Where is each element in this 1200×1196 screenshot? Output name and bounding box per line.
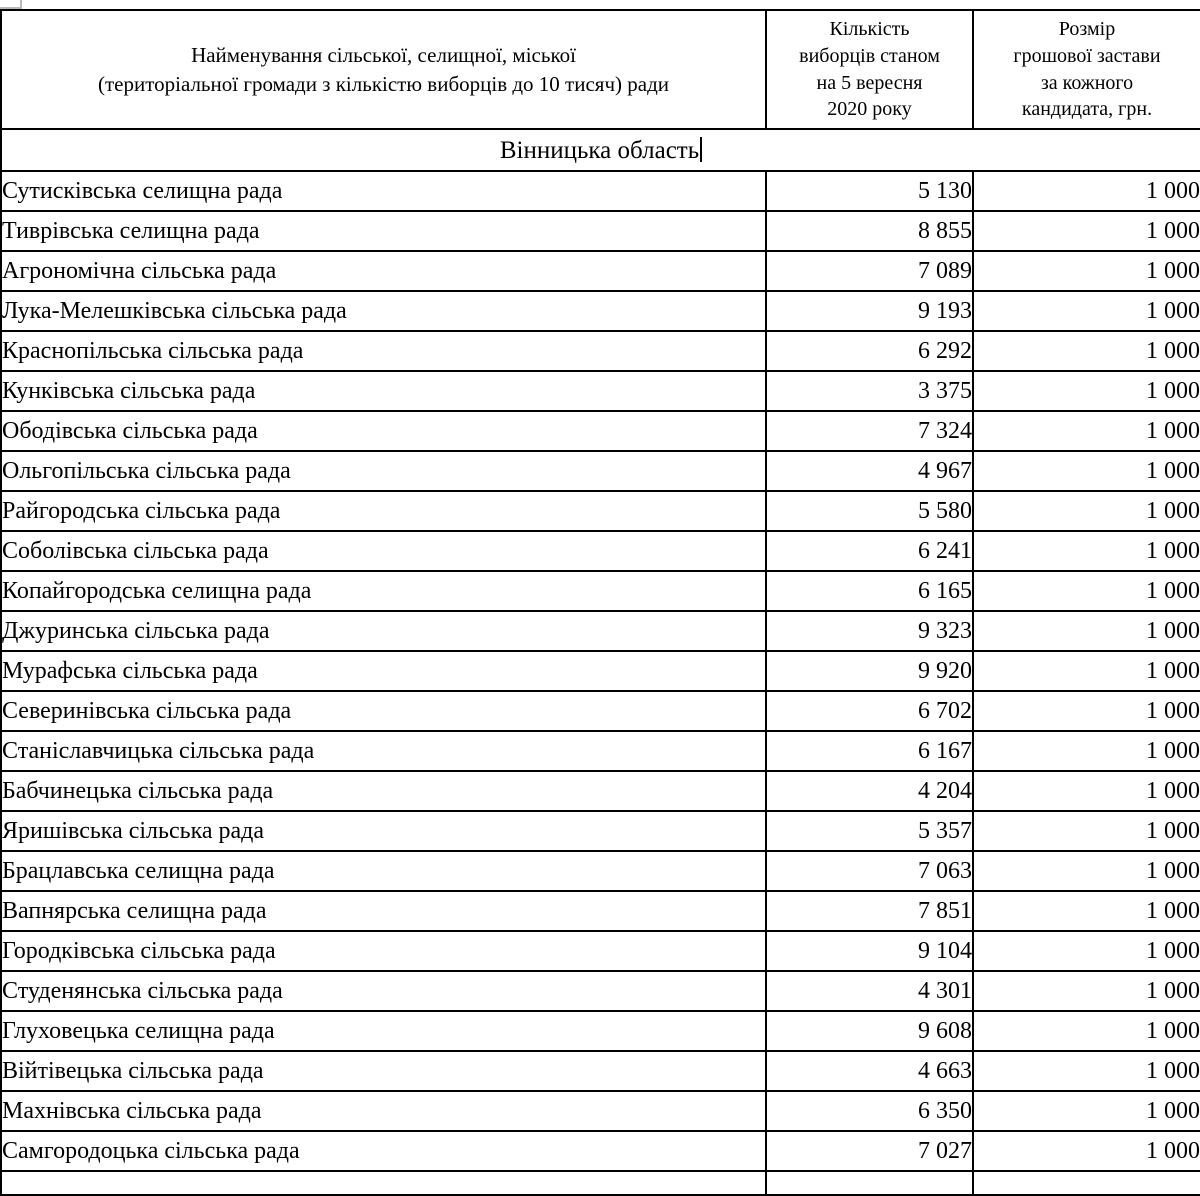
- cell-voter-count: 4 967: [766, 451, 973, 491]
- cell-voter-count: 8 855: [766, 211, 973, 251]
- column-header-voter-count-line2: виборців станом: [799, 44, 940, 67]
- cell-deposit-amount: 1 000: [973, 211, 1200, 251]
- cell-council-name: Ольгопільська сільська рада: [1, 451, 766, 491]
- document-sheet: [0, 9, 1200, 1196]
- cell-council-name: Копайгородська селищна рада: [1, 571, 766, 611]
- region-title-text: Вінницька область: [499, 137, 700, 164]
- cell-council-name: Станіславчицька сільська рада: [1, 731, 766, 771]
- cell-council-name: Джуринська сільська рада: [1, 611, 766, 651]
- table-row: [1, 651, 1200, 691]
- deposit-table: [0, 9, 1200, 1196]
- cell-deposit-amount: 1 000: [973, 1051, 1200, 1091]
- cell-voter-count: 9 104: [766, 931, 973, 971]
- cell-council-name: Соболівська сільська рада: [1, 531, 766, 571]
- cell-voter-count: 6 167: [766, 731, 973, 771]
- column-header-voter-count: [766, 10, 973, 129]
- table-row: [1, 611, 1200, 651]
- cell-partial: [766, 1171, 973, 1195]
- cell-voter-count: 9 920: [766, 651, 973, 691]
- column-header-council-name: [1, 10, 766, 129]
- cell-deposit-amount: 1 000: [973, 1131, 1200, 1171]
- table-row: [1, 451, 1200, 491]
- column-header-deposit-amount-line2: грошової застави: [1013, 44, 1161, 67]
- table-row: [1, 731, 1200, 771]
- cell-voter-count: 3 375: [766, 371, 973, 411]
- column-header-deposit-amount: [973, 10, 1200, 129]
- column-header-voter-count-line1: Кількість: [829, 18, 910, 41]
- table-row: [1, 1051, 1200, 1091]
- table-row: [1, 1131, 1200, 1171]
- table-row: [1, 491, 1200, 531]
- cell-council-name: Мурафська сільська рада: [1, 651, 766, 691]
- cell-voter-count: 9 323: [766, 611, 973, 651]
- cell-voter-count: 5 130: [766, 171, 973, 211]
- table-row: [1, 211, 1200, 251]
- cell-deposit-amount: 1 000: [973, 411, 1200, 451]
- cell-deposit-amount: 1 000: [973, 531, 1200, 571]
- cell-council-name: Агрономічна сільська рада: [1, 251, 766, 291]
- table-row: [1, 771, 1200, 811]
- document-corner-artifact: [0, 0, 22, 9]
- table-row: [1, 171, 1200, 211]
- cell-council-name: Глуховецька селищна рада: [1, 1011, 766, 1051]
- cell-deposit-amount: 1 000: [973, 651, 1200, 691]
- table-row: [1, 411, 1200, 451]
- cell-partial: [1, 1171, 766, 1195]
- cell-deposit-amount: 1 000: [973, 291, 1200, 331]
- cell-voter-count: 6 350: [766, 1091, 973, 1131]
- cell-voter-count: 7 027: [766, 1131, 973, 1171]
- cell-voter-count: 9 608: [766, 1011, 973, 1051]
- cell-council-name: Тиврівська селищна рада: [1, 211, 766, 251]
- cell-deposit-amount: 1 000: [973, 491, 1200, 531]
- cell-deposit-amount: 1 000: [973, 611, 1200, 651]
- table-row: [1, 291, 1200, 331]
- cell-voter-count: 5 357: [766, 811, 973, 851]
- cell-voter-count: 7 324: [766, 411, 973, 451]
- cell-council-name: Краснопільська сільська рада: [1, 331, 766, 371]
- cell-council-name: Яришівська сільська рада: [1, 811, 766, 851]
- cell-deposit-amount: 1 000: [973, 451, 1200, 491]
- table-row: [1, 691, 1200, 731]
- column-header-council-name-line1: Найменування сільської, селищної, міської: [191, 43, 576, 68]
- cell-deposit-amount: 1 000: [973, 251, 1200, 291]
- column-header-council-name-line2: (територіальної громади з кількістю виборців до 10 тисяч) ради: [97, 71, 670, 96]
- column-header-deposit-amount-line3: за кожного: [1040, 71, 1134, 94]
- cell-deposit-amount: 1 000: [973, 851, 1200, 891]
- table-row: [1, 251, 1200, 291]
- cell-voter-count: 7 089: [766, 251, 973, 291]
- cell-council-name: Райгородська сільська рада: [1, 491, 766, 531]
- cell-council-name: Брацлавська селищна рада: [1, 851, 766, 891]
- cell-council-name: Сутисківська селищна рада: [1, 171, 766, 211]
- column-header-voter-count-line3: на 5 вересня: [816, 71, 923, 94]
- table-header-row: [1, 10, 1200, 129]
- cell-voter-count: 4 301: [766, 971, 973, 1011]
- region-title-cell: [1, 129, 1200, 171]
- cell-council-name: Махнівська сільська рада: [1, 1091, 766, 1131]
- cell-deposit-amount: 1 000: [973, 731, 1200, 771]
- region-title-row: [1, 129, 1200, 171]
- table-row: [1, 331, 1200, 371]
- cell-council-name: Самгородоцька сільська рада: [1, 1131, 766, 1171]
- text-cursor-caret: [700, 137, 702, 162]
- cell-deposit-amount: 1 000: [973, 691, 1200, 731]
- cell-deposit-amount: 1 000: [973, 331, 1200, 371]
- cell-voter-count: 4 204: [766, 771, 973, 811]
- table-row: [1, 1011, 1200, 1051]
- cell-council-name: Городківська сільська рада: [1, 931, 766, 971]
- cell-deposit-amount: 1 000: [973, 1091, 1200, 1131]
- cell-council-name: Бабчинецька сільська рада: [1, 771, 766, 811]
- cell-voter-count: 7 063: [766, 851, 973, 891]
- cell-deposit-amount: 1 000: [973, 771, 1200, 811]
- table-row: [1, 811, 1200, 851]
- table-row: [1, 1091, 1200, 1131]
- table-row: [1, 971, 1200, 1011]
- cell-voter-count: 9 193: [766, 291, 973, 331]
- table-row: [1, 571, 1200, 611]
- cell-partial: [973, 1171, 1200, 1195]
- column-header-deposit-amount-line1: Розмір: [1058, 18, 1116, 41]
- cell-deposit-amount: 1 000: [973, 1011, 1200, 1051]
- table-row: [1, 531, 1200, 571]
- cell-deposit-amount: 1 000: [973, 171, 1200, 211]
- table-row: [1, 851, 1200, 891]
- table-body: [1, 129, 1200, 1195]
- table-row: [1, 931, 1200, 971]
- column-header-voter-count-line4: 2020 року: [827, 98, 912, 121]
- cell-deposit-amount: 1 000: [973, 931, 1200, 971]
- cell-council-name: Кунківська сільська рада: [1, 371, 766, 411]
- table-row-partial: [1, 1171, 1200, 1195]
- cell-deposit-amount: 1 000: [973, 971, 1200, 1011]
- cell-deposit-amount: 1 000: [973, 571, 1200, 611]
- cell-deposit-amount: 1 000: [973, 891, 1200, 931]
- table-row: [1, 371, 1200, 411]
- cell-council-name: Студенянська сільська рада: [1, 971, 766, 1011]
- cell-voter-count: 7 851: [766, 891, 973, 931]
- table-row: [1, 891, 1200, 931]
- cell-voter-count: 6 292: [766, 331, 973, 371]
- cell-council-name: Вапнярська селищна рада: [1, 891, 766, 931]
- cell-council-name: Северинівська сільська рада: [1, 691, 766, 731]
- cell-voter-count: 4 663: [766, 1051, 973, 1091]
- column-header-deposit-amount-line4: кандидата, грн.: [1021, 98, 1153, 121]
- cell-council-name: Лука-Мелешківська сільська рада: [1, 291, 766, 331]
- cell-voter-count: 6 241: [766, 531, 973, 571]
- cell-voter-count: 6 165: [766, 571, 973, 611]
- cell-deposit-amount: 1 000: [973, 811, 1200, 851]
- cell-voter-count: 6 702: [766, 691, 973, 731]
- cell-deposit-amount: 1 000: [973, 371, 1200, 411]
- table-header: [1, 10, 1200, 129]
- cell-council-name: Ободівська сільська рада: [1, 411, 766, 451]
- cell-voter-count: 5 580: [766, 491, 973, 531]
- cell-council-name: Війтівецька сільська рада: [1, 1051, 766, 1091]
